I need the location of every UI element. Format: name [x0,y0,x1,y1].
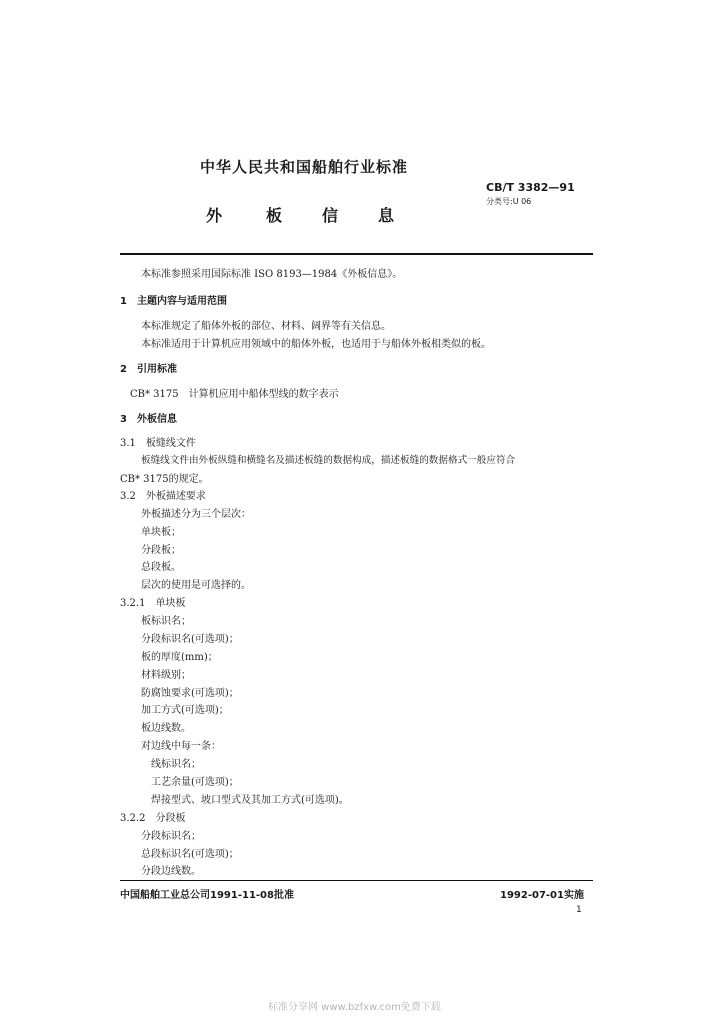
section-heading: 2 引用标准 [120,364,177,375]
subsection-heading: 3.2.2 分段板 [120,813,186,824]
list-item: 板标识名； [141,616,191,627]
list-item: 单块板； [141,527,181,538]
list-item: 分段边线数。 [141,866,201,877]
title-char: 外 [206,206,223,225]
list-item: 板的厚度(mm)； [141,652,218,663]
list-item: 外板描述分为三个层次： [141,509,251,520]
paragraph-line: CB* 3175 计算机应用中船体型线的数字表示 [130,389,339,400]
paragraph-line: CB* 3175的规定。 [120,474,209,485]
subsection-heading: 3.1 板缝线文件 [120,438,196,449]
list-item: 层次的使用是可选择的。 [141,580,251,591]
list-item: 分段标识名(可选项)； [141,634,239,645]
footer-divider [120,880,593,881]
standard-code: CB/T 3382—91 [486,181,575,194]
paragraph-line: 本标准规定了船体外板的部位、材料、阔界等有关信息。 [141,321,391,332]
watermark: 标准分享网 www.bzfxw.com免费下载 [268,1002,441,1013]
title-char: 息 [378,206,395,225]
list-item: 分段标识名； [141,831,201,842]
list-item: 对边线中每一条： [141,741,221,752]
list-item: 防腐蚀要求(可选项)； [141,688,239,699]
header-divider [120,253,593,255]
title-char: 信 [322,206,339,225]
list-item: 分段板； [141,545,181,556]
list-item: 材料级别； [141,670,191,681]
section-heading: 1 主题内容与适用范围 [120,296,227,307]
sub-list-item: 工艺余量(可选项)； [151,777,239,788]
intro-text: 本标准参照采用国际标准 ISO 8193—1984《外板信息》。 [141,269,403,280]
section-heading: 3 外板信息 [120,414,177,425]
approval-line: 中国船舶工业总公司1991-11-08批准 [120,890,294,901]
paragraph-line: 板缝线文件由外板纵缝和横缝名及描述板缝的数据构成，描述板缝的数据格式一般应符合 [141,455,516,466]
paragraph-line: 本标准适用于计算机应用领域中的船体外板，也适用于与船体外板相类似的板。 [141,339,491,350]
sub-list-item: 线标识名； [151,759,201,770]
list-item: 总段板。 [141,562,181,573]
list-item: 总段标识名(可选项)； [141,849,239,860]
list-item: 板边线数。 [141,723,191,734]
implementation-date: 1992-07-01实施 [500,890,584,901]
title-char: 板 [266,206,283,225]
subsection-heading: 3.2.1 单块板 [120,598,186,609]
classification-code: 分类号:U 06 [486,197,532,206]
sub-list-item: 焊接型式、坡口型式及其加工方式(可选项)。 [151,795,349,806]
subsection-heading: 3.2 外板描述要求 [120,491,206,502]
list-item: 加工方式(可选项)； [141,705,229,716]
page-number: 1 [576,905,582,915]
org-title: 中华人民共和国船舶行业标准 [200,158,409,176]
